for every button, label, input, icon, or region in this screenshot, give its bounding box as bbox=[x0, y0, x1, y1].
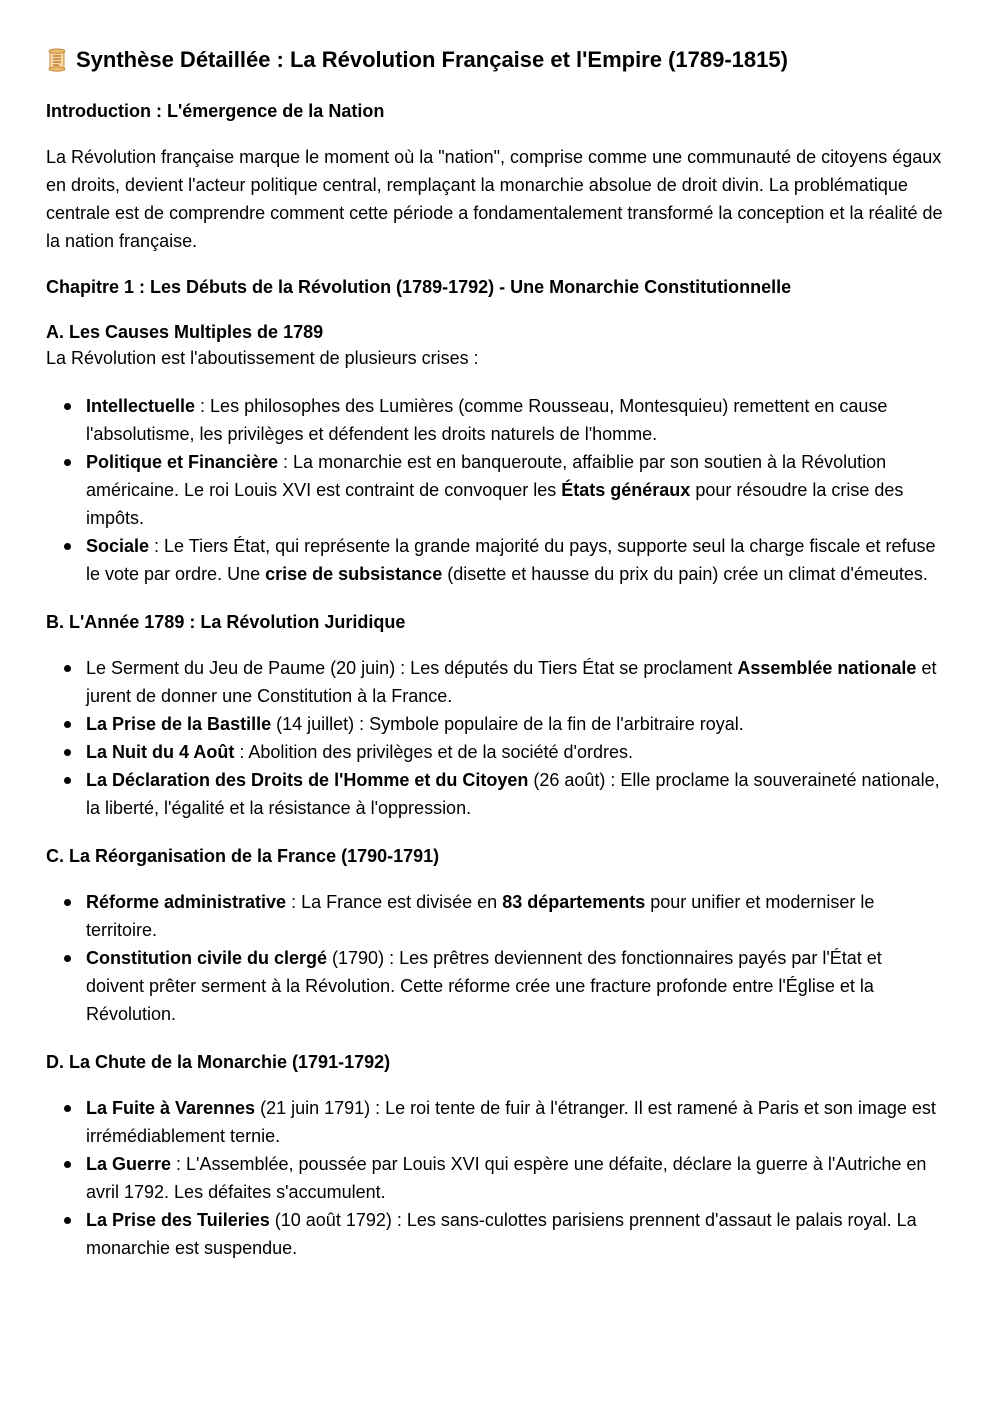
section-b-list bbox=[46, 654, 943, 822]
section-a-heading: A. Les Causes Multiples de 1789 bbox=[46, 322, 324, 342]
list-item bbox=[86, 654, 943, 710]
list-item bbox=[86, 392, 943, 448]
list-item bbox=[86, 448, 943, 532]
section-a-list bbox=[46, 392, 943, 588]
bold-term: États généraux bbox=[561, 480, 691, 500]
bold-term: Intellectuelle bbox=[86, 396, 196, 416]
list-item bbox=[86, 1150, 943, 1206]
bold-term: La Nuit du 4 Août bbox=[86, 742, 235, 762]
bold-term: crise de subsistance bbox=[265, 564, 443, 584]
bold-term: La Prise des Tuileries bbox=[86, 1210, 270, 1230]
bold-term: La Guerre bbox=[86, 1154, 172, 1174]
bold-term: La Fuite à Varennes bbox=[86, 1098, 256, 1118]
list-item bbox=[86, 1094, 943, 1150]
list-item bbox=[86, 532, 943, 588]
item-text: (26 août) : Elle proclame la souveraineté nationale, la liberté, l'égalité et la résistance à l'oppression. bbox=[86, 770, 940, 818]
section-d-heading: D. La Chute de la Monarchie (1791-1792) bbox=[46, 1052, 391, 1072]
bold-term: La Prise de la Bastille bbox=[86, 714, 272, 734]
bold-term: 83 départements bbox=[502, 892, 646, 912]
item-text: (14 juillet) : Symbole populaire de la fin de l'arbitraire royal. bbox=[271, 714, 744, 734]
intro-paragraph: La Révolution française marque le moment où la "nation", comprise comme une communauté de citoyens égaux en droits, devient l'acteur politique central, remplaçant la monarchie absolue de droit divin. La problématique centrale est de comprendre comment cette période a fondamentalement transformé la conception et la réalité de la nation française. bbox=[46, 147, 943, 251]
bold-term: Politique et Financière bbox=[86, 452, 279, 472]
intro-heading: Introduction : L'émergence de la Nation bbox=[46, 101, 385, 121]
document-title bbox=[46, 44, 943, 76]
list-item bbox=[86, 888, 943, 944]
list-item bbox=[86, 944, 943, 1028]
bold-term: Réforme administrative bbox=[86, 892, 287, 912]
section-b-heading: B. L'Année 1789 : La Révolution Juridique bbox=[46, 612, 406, 632]
item-text: : L'Assemblée, poussée par Louis XVI qui espère une défaite, déclare la guerre à l'Autriche en avril 1792. Les défaites s'accumulent. bbox=[86, 1154, 927, 1202]
chapter1-heading: Chapitre 1 : Les Débuts de la Révolution (1789-1792) - Une Monarchie Constitutionnelle bbox=[46, 277, 792, 297]
item-text: (10 août 1792) : Les sans-culottes parisiens prennent d'assaut le palais royal. La monarchie est suspendue. bbox=[86, 1210, 917, 1258]
item-text: : Abolition des privilèges et de la société d'ordres. bbox=[234, 742, 633, 762]
item-text: (disette et hausse du prix du pain) crée un climat d'émeutes. bbox=[442, 564, 928, 584]
item-text: : Le Tiers État, qui représente la grande majorité du pays, supporte seul la charge fiscale et refuse le vote par ordre. Une bbox=[86, 536, 936, 584]
item-text: Le Serment du Jeu de Paume (20 juin) : Les députés du Tiers État se proclament bbox=[86, 658, 738, 678]
list-item bbox=[86, 738, 943, 766]
list-item bbox=[86, 1206, 943, 1262]
item-text: : La monarchie est en banqueroute, affaiblie par son soutien à la Révolution américaine. Le roi Louis XVI est contraint de convoquer les bbox=[86, 452, 887, 500]
list-item bbox=[86, 766, 943, 822]
bold-term: Sociale bbox=[86, 536, 150, 556]
item-text: et jurent de donner une Constitution à la France. bbox=[86, 658, 937, 706]
bold-term: La Déclaration des Droits de l'Homme et du Citoyen bbox=[86, 770, 529, 790]
item-text: pour résoudre la crise des impôts. bbox=[86, 480, 904, 528]
bold-term: Assemblée nationale bbox=[737, 658, 917, 678]
section-c-heading: C. La Réorganisation de la France (1790-1791) bbox=[46, 846, 440, 866]
item-text: (1790) : Les prêtres deviennent des fonctionnaires payés par l'État et doivent prêter serment à la Révolution. Cette réforme crée une fracture profonde entre l'Église et la Révolution. bbox=[86, 948, 882, 1024]
bold-term: Constitution civile du clergé bbox=[86, 948, 328, 968]
scroll-icon bbox=[46, 48, 68, 72]
item-text: pour unifier et moderniser le territoire. bbox=[86, 892, 875, 940]
item-text: : La France est divisée en bbox=[286, 892, 503, 912]
list-item bbox=[86, 710, 943, 738]
section-d-list bbox=[46, 1094, 943, 1262]
item-text: (21 juin 1791) : Le roi tente de fuir à l'étranger. Il est ramené à Paris et son image est irrémédiablement ternie. bbox=[86, 1098, 936, 1146]
section-c-list bbox=[46, 888, 943, 1028]
section-a-lead: La Révolution est l'aboutissement de plusieurs crises : bbox=[46, 348, 479, 368]
document-title-text: Synthèse Détaillée : La Révolution Française et l'Empire (1789-1815) bbox=[76, 47, 788, 72]
item-text: : Les philosophes des Lumières (comme Rousseau, Montesquieu) remettent en cause l'absolutisme, les privilèges et défendent les droits naturels de l'homme. bbox=[86, 396, 888, 444]
